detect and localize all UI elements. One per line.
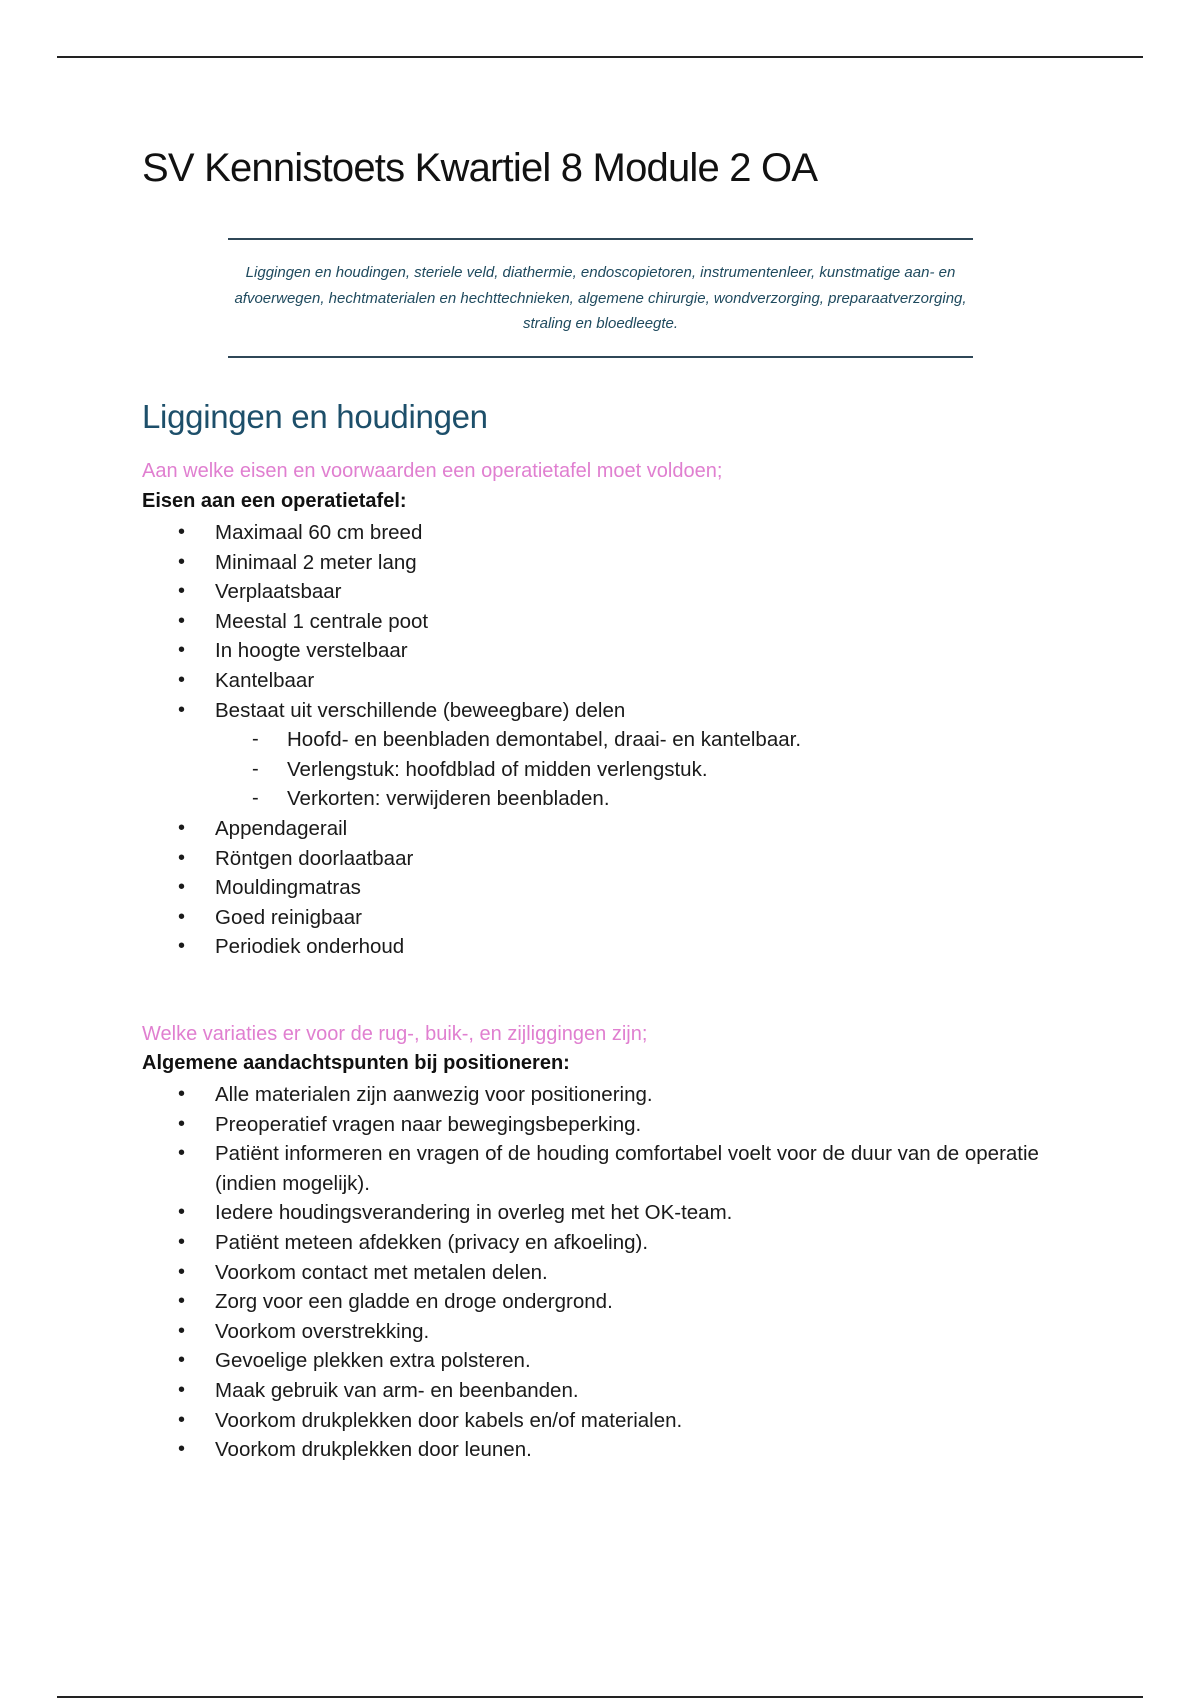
page-title: SV Kennistoets Kwartiel 8 Module 2 OA xyxy=(142,146,818,190)
list-item xyxy=(0,903,801,933)
list-item xyxy=(0,548,801,578)
list-item xyxy=(0,1376,1085,1406)
label-2: Algemene aandachtspunten bij positioneren: xyxy=(142,1052,570,1074)
list-item-text: Gevoelige plekken extra polsteren. xyxy=(215,1349,531,1373)
summary-box xyxy=(228,238,973,358)
bullet-glyph: • xyxy=(178,1201,186,1224)
bullet-glyph: • xyxy=(178,550,186,573)
bullet-glyph: • xyxy=(178,1438,186,1461)
list-item xyxy=(0,873,801,903)
bullet-glyph: • xyxy=(178,905,186,928)
bullet-glyph: • xyxy=(178,1349,186,1372)
list-item-text: Voorkom overstrekking. xyxy=(215,1319,430,1343)
list-item-text: Patiënt meteen afdekken (privacy en afkoeling). xyxy=(215,1230,649,1254)
list-item xyxy=(0,1406,1085,1436)
list-item-text: Bestaat uit verschillende (beweegbare) delen xyxy=(215,698,626,722)
list-item xyxy=(0,1258,1085,1288)
bullet-glyph: • xyxy=(178,698,186,721)
list-item-text: Goed reinigbaar xyxy=(215,905,363,929)
sub-list-item xyxy=(0,784,801,814)
list-item-text: Minimaal 2 meter lang xyxy=(215,550,417,574)
list-item xyxy=(0,1198,1085,1228)
sub-list-item-text: Verkorten: verwijderen beenbladen. xyxy=(287,787,610,811)
list-item-text: Preoperatief vragen naar bewegingsbeperking. xyxy=(215,1112,642,1136)
bullet-glyph: • xyxy=(178,876,186,899)
bullet-glyph: • xyxy=(178,609,186,632)
list-item-text: Voorkom drukplekken door kabels en/of materialen. xyxy=(215,1408,683,1432)
question-2: Welke variaties er voor de rug-, buik-, en zijliggingen zijn; xyxy=(142,1023,648,1045)
bullet-glyph: • xyxy=(178,1112,186,1135)
bullet-glyph: • xyxy=(178,1378,186,1401)
list-item-text: Zorg voor een gladde en droge ondergrond. xyxy=(215,1290,613,1314)
bullet-glyph: • xyxy=(178,816,186,839)
list-item-text: Voorkom drukplekken door leunen. xyxy=(215,1438,532,1462)
sub-list-item-text: Verlengstuk: hoofdblad of midden verlengstuk. xyxy=(287,757,708,781)
list-item xyxy=(0,1346,1085,1376)
bullet-glyph: • xyxy=(178,639,186,662)
list-item-text: Periodiek onderhoud xyxy=(215,935,405,959)
list-item xyxy=(0,1287,1085,1317)
sub-list-item xyxy=(0,755,801,785)
list-item-text: Alle materialen zijn aanwezig voor positionering. xyxy=(215,1083,653,1106)
list-item xyxy=(0,932,801,962)
top-rule xyxy=(57,56,1143,58)
bullet-glyph: • xyxy=(178,846,186,869)
list-item xyxy=(0,1110,1085,1140)
list-item xyxy=(0,1435,1085,1465)
list-item-text: Verplaatsbaar xyxy=(215,580,342,604)
list-item-text: Patiënt informeren en vragen of de houding comfortabel voelt voor de duur van de operatie (indien mogelijk). xyxy=(215,1142,1039,1195)
question-1: Aan welke eisen en voorwaarden een operatietafel moet voldoen; xyxy=(142,460,723,482)
dash-glyph: - xyxy=(252,787,259,810)
list-item-text: Maak gebruik van arm- en beenbanden. xyxy=(215,1378,579,1402)
list-item xyxy=(0,666,801,696)
dash-glyph: - xyxy=(252,757,259,780)
section-heading: Liggingen en houdingen xyxy=(142,398,488,435)
bullet-glyph: • xyxy=(178,580,186,603)
bullet-glyph: • xyxy=(178,1142,186,1165)
bottom-rule xyxy=(57,1696,1143,1698)
list-item xyxy=(0,814,801,844)
bullet-glyph: • xyxy=(178,668,186,691)
sub-list-item-text: Hoofd- en beenbladen demontabel, draai- en kantelbaar. xyxy=(287,728,802,752)
bullet-glyph: • xyxy=(178,1230,186,1253)
bullet-glyph: • xyxy=(178,1408,186,1431)
bullet-glyph: • xyxy=(178,1260,186,1283)
list-item xyxy=(0,696,801,726)
label-1: Eisen aan een operatietafel: xyxy=(142,490,407,512)
bullet-glyph: • xyxy=(178,1319,186,1342)
bullet-glyph: • xyxy=(178,1290,186,1313)
summary-text: Liggingen en houdingen, steriele veld, diathermie, endoscopietoren, instrumentenleer, kunstmatige aan- en afvoerwegen, hechtmaterialen en hechttechnieken, algemene chirurgie, wondverzorging, preparaatverzorging, straling en bloedleegte. xyxy=(234,264,967,332)
bullet-glyph: • xyxy=(178,1083,186,1105)
list-item-text: Appendagerail xyxy=(215,816,348,840)
list-item xyxy=(0,518,801,548)
list-item xyxy=(0,844,801,874)
list-item xyxy=(0,1139,1085,1198)
bullet-glyph: • xyxy=(178,935,186,958)
bullet-glyph: • xyxy=(178,521,186,543)
list-item-text: Mouldingmatras xyxy=(215,876,361,900)
list-item xyxy=(0,1317,1085,1347)
list-item xyxy=(0,1228,1085,1258)
sub-list-item xyxy=(0,725,801,755)
list-item-text: In hoogte verstelbaar xyxy=(215,639,408,663)
list-item-text: Voorkom contact met metalen delen. xyxy=(215,1260,548,1284)
list-item xyxy=(0,1080,1085,1110)
list-item xyxy=(0,577,801,607)
list-item-text: Maximaal 60 cm breed xyxy=(215,521,423,544)
list-item-text: Meestal 1 centrale poot xyxy=(215,609,429,633)
list-item-text: Kantelbaar xyxy=(215,668,315,692)
list-operatietafel xyxy=(0,518,801,962)
list-item xyxy=(0,607,801,637)
list-item-text: Iedere houdingsverandering in overleg met het OK-team. xyxy=(215,1201,733,1225)
list-positioneren xyxy=(0,1080,1085,1465)
list-item-text: Röntgen doorlaatbaar xyxy=(215,846,414,870)
dash-glyph: - xyxy=(252,728,259,751)
list-item xyxy=(0,636,801,666)
